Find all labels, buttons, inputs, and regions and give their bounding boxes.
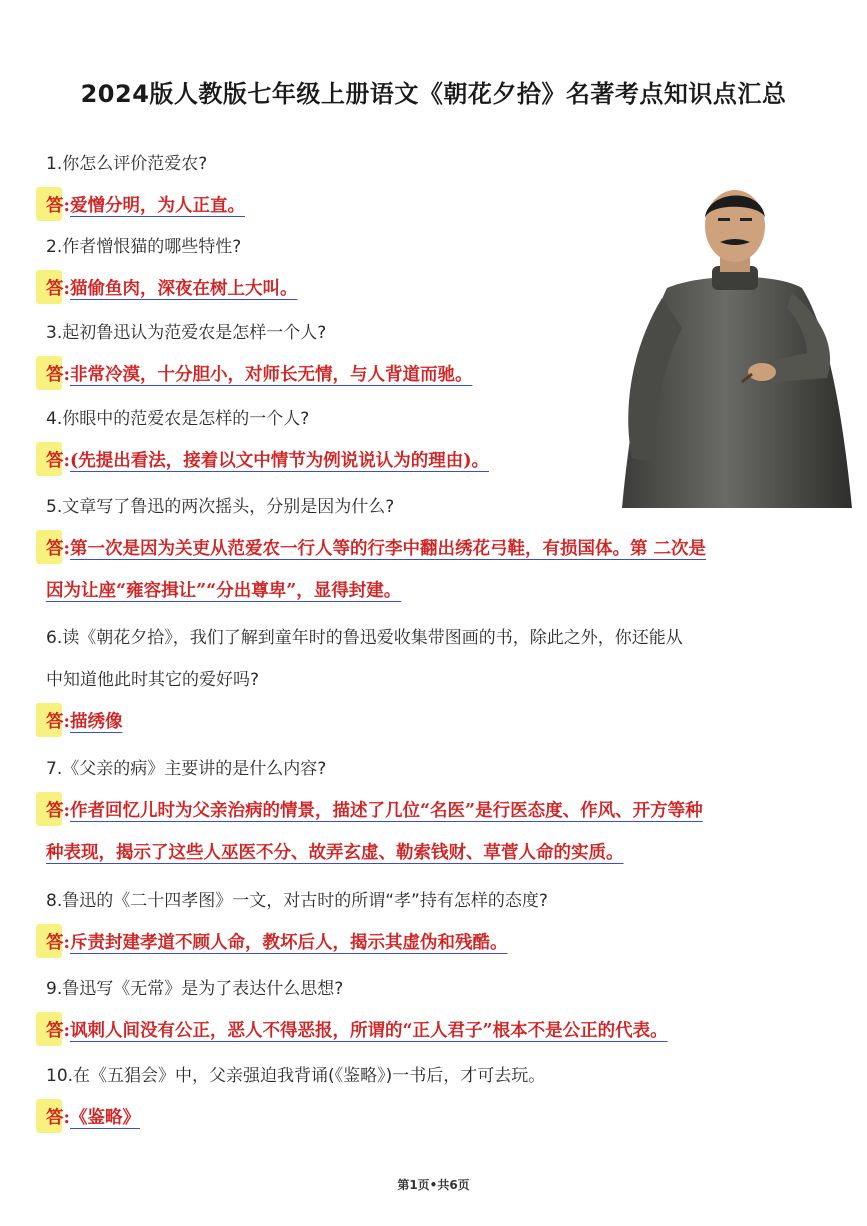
answer-marker: 答: — [46, 279, 70, 299]
answer-text: 答:非常冷漠，十分胆小，对师长无情，与人背道而驰。 — [46, 365, 473, 385]
qa-item-7 — [46, 748, 826, 874]
page-footer: 第1页•共6页 — [397, 1178, 470, 1192]
question-text: 8.鲁迅的《二十四孝图》一文，对古时的所谓“孝”持有怎样的态度? — [46, 891, 548, 911]
answer-text: 答:斥责封建孝道不顾人命，教坏后人，揭示其虚伪和残酷。 — [46, 933, 508, 953]
answer-text-cont: 因为让座“雍容揖让”“分出尊卑”，显得封建。 — [46, 581, 402, 601]
qa-item-4 — [46, 398, 826, 482]
page-title: 2024版人教版七年级上册语文《朝花夕拾》名著考点知识点汇总 — [80, 80, 787, 108]
qa-item-10 — [46, 1055, 826, 1139]
answer-marker: 答: — [46, 539, 70, 559]
question-text: 6.读《朝花夕拾》，我们了解到童年时的鲁迅爱收集带图画的书，除此之外，你还能从 — [46, 628, 683, 648]
answer-marker: 答: — [46, 933, 70, 953]
answer-marker: 答: — [46, 1108, 70, 1128]
answer-marker: 答: — [46, 1021, 70, 1041]
answer-text: 答:讽刺人间没有公正，恶人不得恶报，所谓的“正人君子”根本不是公正的代表。 — [46, 1021, 668, 1041]
answer-text: 答:第一次是因为关吏从范爱农一行人等的行李中翻出绣花弓鞋，有损国体。第 二次是 — [46, 539, 707, 559]
answer-marker: 答: — [46, 196, 70, 216]
question-text: 4.你眼中的范爱农是怎样的一个人? — [46, 409, 310, 429]
answer-marker: 答: — [46, 365, 70, 385]
question-text: 7.《父亲的病》主要讲的是什么内容? — [46, 759, 327, 779]
qa-item-6 — [46, 617, 826, 743]
question-text: 5.文章写了鲁迅的两次摇头，分别是因为什么? — [46, 497, 395, 517]
answer-marker: 答: — [46, 451, 70, 471]
question-text: 2.作者憎恨猫的哪些特性? — [46, 237, 242, 257]
answer-text: 答:作者回忆儿时为父亲治病的情景，描述了几位“名医”是行医态度、作风、开方等种 — [46, 801, 703, 821]
answer-marker: 答: — [46, 712, 70, 732]
question-text: 3.起初鲁迅认为范爱农是怎样一个人? — [46, 323, 327, 343]
answer-text: 答:描绣像 — [46, 712, 123, 732]
answer-marker: 答: — [46, 801, 70, 821]
qa-item-3 — [46, 312, 826, 396]
answer-text: 答:爱憎分明，为人正直。 — [46, 196, 245, 216]
qa-item-1 — [46, 143, 826, 227]
qa-item-2 — [46, 226, 826, 310]
question-text: 1.你怎么评价范爱农? — [46, 154, 208, 174]
question-text-cont: 中知道他此时其它的爱好吗? — [46, 670, 260, 690]
qa-item-8 — [46, 880, 826, 964]
answer-text: 答:《鉴略》 — [46, 1108, 140, 1128]
qa-item-5 — [46, 486, 826, 612]
answer-text-cont: 种表现，揭示了这些人巫医不分、故弄玄虚、勒索钱财、草菅人命的实质。 — [46, 843, 624, 863]
question-text: 10.在《五猖会》中，父亲强迫我背诵(《鉴略》)一书后，才可去玩。 — [46, 1066, 546, 1086]
answer-text: 答:(先提出看法，接着以文中情节为例说说认为的理由)。 — [46, 451, 490, 471]
qa-item-9 — [46, 968, 826, 1052]
question-text: 9.鲁迅写《无常》是为了表达什么思想? — [46, 979, 344, 999]
answer-text: 答:猫偷鱼肉，深夜在树上大叫。 — [46, 279, 298, 299]
